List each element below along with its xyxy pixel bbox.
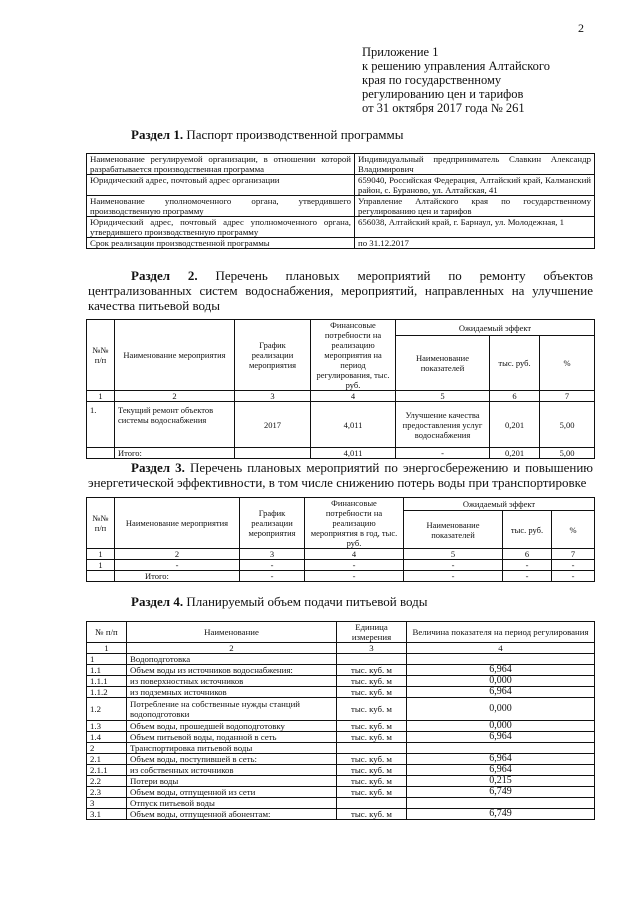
- passport-value: Индивидуальный предприниматель Славкин Александр Владимирович: [355, 154, 595, 175]
- row-num: 3: [87, 798, 127, 809]
- table-row: [87, 776, 595, 787]
- section-2-heading: Перечень плановых мероприятий по ремонту объектов централизованных систем водоснабжения, мероприятий, направленных на улучшение качества питьевой воды: [88, 268, 593, 313]
- row-unit: [337, 798, 407, 809]
- column-number: 7: [552, 549, 595, 560]
- col-header-schedule: График реализации мероприятия: [235, 320, 311, 391]
- table-row: [87, 217, 595, 238]
- table-header-row: [87, 622, 595, 643]
- row-name: Объем воды, отпущенной из сети: [127, 787, 337, 798]
- column-number-row: [87, 643, 595, 654]
- column-number: 3: [337, 643, 407, 654]
- table-header-row: [87, 320, 595, 336]
- row-unit: тыс. куб. м: [337, 787, 407, 798]
- passport-label: Юридический адрес, почтовый адрес организации: [87, 175, 355, 196]
- row-value: 6,964: [407, 687, 595, 698]
- appendix-line: к решению управления Алтайского: [362, 59, 550, 73]
- row-num: 2: [87, 743, 127, 754]
- col-header-schedule: График реализации мероприятия: [240, 498, 305, 549]
- row-num: 1.2: [87, 698, 127, 721]
- section-1-label: Раздел 1.: [131, 127, 184, 142]
- section-3-heading: Перечень плановых мероприятий по энергосбережению и повышению энергетической эффективности, в том числе снижению потерь воды при транспортировке: [88, 460, 593, 490]
- row-value: 6,964: [407, 665, 595, 676]
- row-num: 1.1: [87, 665, 127, 676]
- row-name: Объем воды, прошедшей водоподготовку: [127, 721, 337, 732]
- row-schedule: 2017: [235, 402, 311, 448]
- col-header-unit: Единица измерения: [337, 622, 407, 643]
- column-number: 5: [396, 391, 490, 402]
- row-name: Объем воды, поступившей в сеть:: [127, 754, 337, 765]
- column-number: 3: [235, 391, 311, 402]
- column-number: 4: [407, 643, 595, 654]
- passport-value: 659040, Российская Федерация, Алтайский край, Калманский район, с. Бураново, ул. Алтайская, 41: [355, 175, 595, 196]
- section-4-title: [131, 594, 428, 609]
- table-row: [87, 721, 595, 732]
- row-indicator: Улучшение качества предоставления услуг водоснабжения: [396, 402, 490, 448]
- page-number: 2: [578, 21, 584, 35]
- table-row: [87, 238, 595, 249]
- row-cell: -: [404, 560, 503, 571]
- column-number-row: [87, 549, 595, 560]
- row-value: [407, 654, 595, 665]
- table-row: [87, 732, 595, 743]
- column-number: 3: [240, 549, 305, 560]
- col-header-thous: тыс. руб.: [490, 336, 540, 391]
- table-row: [87, 798, 595, 809]
- passport-value: 656038, Алтайский край, г. Барнаул, ул. Молодежная, 1: [355, 217, 595, 238]
- table-row: [87, 175, 595, 196]
- row-name: Объем питьевой воды, поданной в сеть: [127, 732, 337, 743]
- row-num: 3.1: [87, 809, 127, 820]
- row-unit: тыс. куб. м: [337, 754, 407, 765]
- appendix-line: регулированию цен и тарифов: [362, 87, 524, 101]
- repair-measures-table: [86, 319, 595, 459]
- row-unit: тыс. куб. м: [337, 809, 407, 820]
- row-num: 2.1.1: [87, 765, 127, 776]
- row-value: 0,215: [407, 776, 595, 787]
- row-unit: [337, 743, 407, 754]
- row-unit: тыс. куб. м: [337, 776, 407, 787]
- row-unit: тыс. куб. м: [337, 698, 407, 721]
- column-number: 7: [540, 391, 595, 402]
- table-row: [87, 402, 595, 448]
- column-number: 1: [87, 549, 115, 560]
- row-unit: тыс. куб. м: [337, 676, 407, 687]
- row-num: 2.2: [87, 776, 127, 787]
- row-value: 0,000: [407, 698, 595, 721]
- table-row: [87, 560, 595, 571]
- row-num: 1.4: [87, 732, 127, 743]
- table-header-row: [87, 498, 595, 511]
- table-row: [87, 743, 595, 754]
- total-indicator: -: [396, 448, 490, 459]
- row-name: Транспортировка питьевой воды: [127, 743, 337, 754]
- section-3-title: [88, 460, 593, 490]
- section-2-title: [88, 268, 593, 313]
- col-header-num: № п/п: [87, 622, 127, 643]
- total-label: Итого:: [115, 448, 235, 459]
- column-number: 2: [115, 391, 235, 402]
- total-cell: -: [305, 571, 404, 582]
- row-cell: -: [115, 560, 240, 571]
- col-header-effect: Ожидаемый эффект: [404, 498, 595, 511]
- table-row: [87, 809, 595, 820]
- col-header-value: Величина показателя на период регулирования: [407, 622, 595, 643]
- total-pct: 5,00: [540, 448, 595, 459]
- row-name: из поверхностных источников: [127, 676, 337, 687]
- table-row: [87, 654, 595, 665]
- section-1-title: [131, 127, 403, 142]
- row-cell: -: [503, 560, 552, 571]
- row-cell: -: [552, 560, 595, 571]
- row-num: 2.1: [87, 754, 127, 765]
- total-row: [87, 448, 595, 459]
- row-name: Потребление на собственные нужды станций водоподготовки: [127, 698, 337, 721]
- table-row: [87, 698, 595, 721]
- row-unit: тыс. куб. м: [337, 765, 407, 776]
- col-header-num: №№ п/п: [87, 498, 115, 549]
- total-finance: 4,011: [311, 448, 396, 459]
- col-header-name: Наименование мероприятия: [115, 498, 240, 549]
- row-value: 6,964: [407, 754, 595, 765]
- row-cell: -: [240, 560, 305, 571]
- row-unit: [337, 654, 407, 665]
- row-name: Водоподготовка: [127, 654, 337, 665]
- row-value: 0,000: [407, 676, 595, 687]
- col-header-name: Наименование: [127, 622, 337, 643]
- col-header-pct: %: [552, 511, 595, 549]
- total-cell: -: [503, 571, 552, 582]
- col-header-thous: тыс. руб.: [503, 511, 552, 549]
- appendix-header: [362, 45, 550, 115]
- table-row: [87, 765, 595, 776]
- volume-rows: [87, 654, 595, 820]
- section-4-label: Раздел 4.: [131, 594, 184, 609]
- row-name: из подземных источников: [127, 687, 337, 698]
- total-row: [87, 571, 595, 582]
- row-num: 1.1.2: [87, 687, 127, 698]
- row-pct: 5,00: [540, 402, 595, 448]
- row-unit: тыс. куб. м: [337, 732, 407, 743]
- row-unit: тыс. куб. м: [337, 665, 407, 676]
- table-row: [87, 665, 595, 676]
- passport-table: [86, 153, 595, 249]
- table-row: [87, 687, 595, 698]
- energy-saving-table: [86, 497, 595, 582]
- appendix-line: края по государственному: [362, 73, 502, 87]
- section-1-heading: Паспорт производственной программы: [186, 127, 404, 142]
- row-name: Потери воды: [127, 776, 337, 787]
- col-header-indicator: Наименование показателей: [404, 511, 503, 549]
- table-row: [87, 754, 595, 765]
- row-num: 2.3: [87, 787, 127, 798]
- col-header-num: №№ п/п: [87, 320, 115, 391]
- row-num: 1.3: [87, 721, 127, 732]
- row-num: 1.: [87, 402, 115, 448]
- column-number: 2: [115, 549, 240, 560]
- column-number: 4: [305, 549, 404, 560]
- column-number: 5: [404, 549, 503, 560]
- passport-label: Наименование регулируемой организации, в отношении которой разрабатывается производственная программа: [87, 154, 355, 175]
- passport-label: Юридический адрес, почтовый адрес уполномоченного органа, утвердившего производственную программу: [87, 217, 355, 238]
- column-number: 6: [503, 549, 552, 560]
- row-finance: 4,011: [311, 402, 396, 448]
- row-unit: тыс. куб. м: [337, 721, 407, 732]
- column-number-row: [87, 391, 595, 402]
- row-thous: 0,201: [490, 402, 540, 448]
- row-cell: 1: [87, 560, 115, 571]
- col-header-effect: Ожидаемый эффект: [396, 320, 595, 336]
- row-name: Отпуск питьевой воды: [127, 798, 337, 809]
- total-cell: -: [404, 571, 503, 582]
- section-2-label: Раздел 2.: [131, 268, 198, 283]
- table-row: [87, 676, 595, 687]
- row-name: из собственных источников: [127, 765, 337, 776]
- column-number: 6: [490, 391, 540, 402]
- col-header-indicator: Наименование показателей: [396, 336, 490, 391]
- appendix-line: Приложение 1: [362, 45, 439, 59]
- row-value: 6,964: [407, 765, 595, 776]
- row-unit: тыс. куб. м: [337, 687, 407, 698]
- total-cell: -: [552, 571, 595, 582]
- total-thous: 0,201: [490, 448, 540, 459]
- col-header-finance: Финансовые потребности на реализацию мероприятия на период регулирования, тыс. руб.: [311, 320, 396, 391]
- column-number: 1: [87, 391, 115, 402]
- row-name: Объем воды из источников водоснабжения:: [127, 665, 337, 676]
- table-row: [87, 154, 595, 175]
- passport-value: по 31.12.2017: [355, 238, 595, 249]
- passport-value: Управление Алтайского края по государственному регулированию цен и тарифов: [355, 196, 595, 217]
- column-number: 4: [311, 391, 396, 402]
- appendix-line: от 31 октября 2017 года № 261: [362, 101, 525, 115]
- section-3-label: Раздел 3.: [131, 460, 185, 475]
- table-row: [87, 787, 595, 798]
- row-value: [407, 743, 595, 754]
- col-header-name: Наименование мероприятия: [115, 320, 235, 391]
- water-supply-volume-table: [86, 621, 595, 820]
- row-value: 6,749: [407, 787, 595, 798]
- row-value: 6,964: [407, 732, 595, 743]
- section-4-heading: Планируемый объем подачи питьевой воды: [186, 594, 428, 609]
- row-num: 1: [87, 654, 127, 665]
- row-num: 1.1.1: [87, 676, 127, 687]
- row-value: 6,749: [407, 809, 595, 820]
- total-cell: -: [240, 571, 305, 582]
- column-number: 2: [127, 643, 337, 654]
- row-cell: -: [305, 560, 404, 571]
- row-name: Объем воды, отпущенной абонентам:: [127, 809, 337, 820]
- passport-label: Срок реализации производственной программы: [87, 238, 355, 249]
- col-header-finance: Финансовые потребности на реализацию мероприятия в год, тыс. руб.: [305, 498, 404, 549]
- row-value: 0,000: [407, 721, 595, 732]
- table-row: [87, 196, 595, 217]
- row-name: Текущий ремонт объектов системы водоснабжения: [115, 402, 235, 448]
- passport-label: Наименование уполномоченного органа, утвердившего производственную программу: [87, 196, 355, 217]
- row-value: [407, 798, 595, 809]
- col-header-pct: %: [540, 336, 595, 391]
- total-label: Итого:: [115, 571, 240, 582]
- column-number: 1: [87, 643, 127, 654]
